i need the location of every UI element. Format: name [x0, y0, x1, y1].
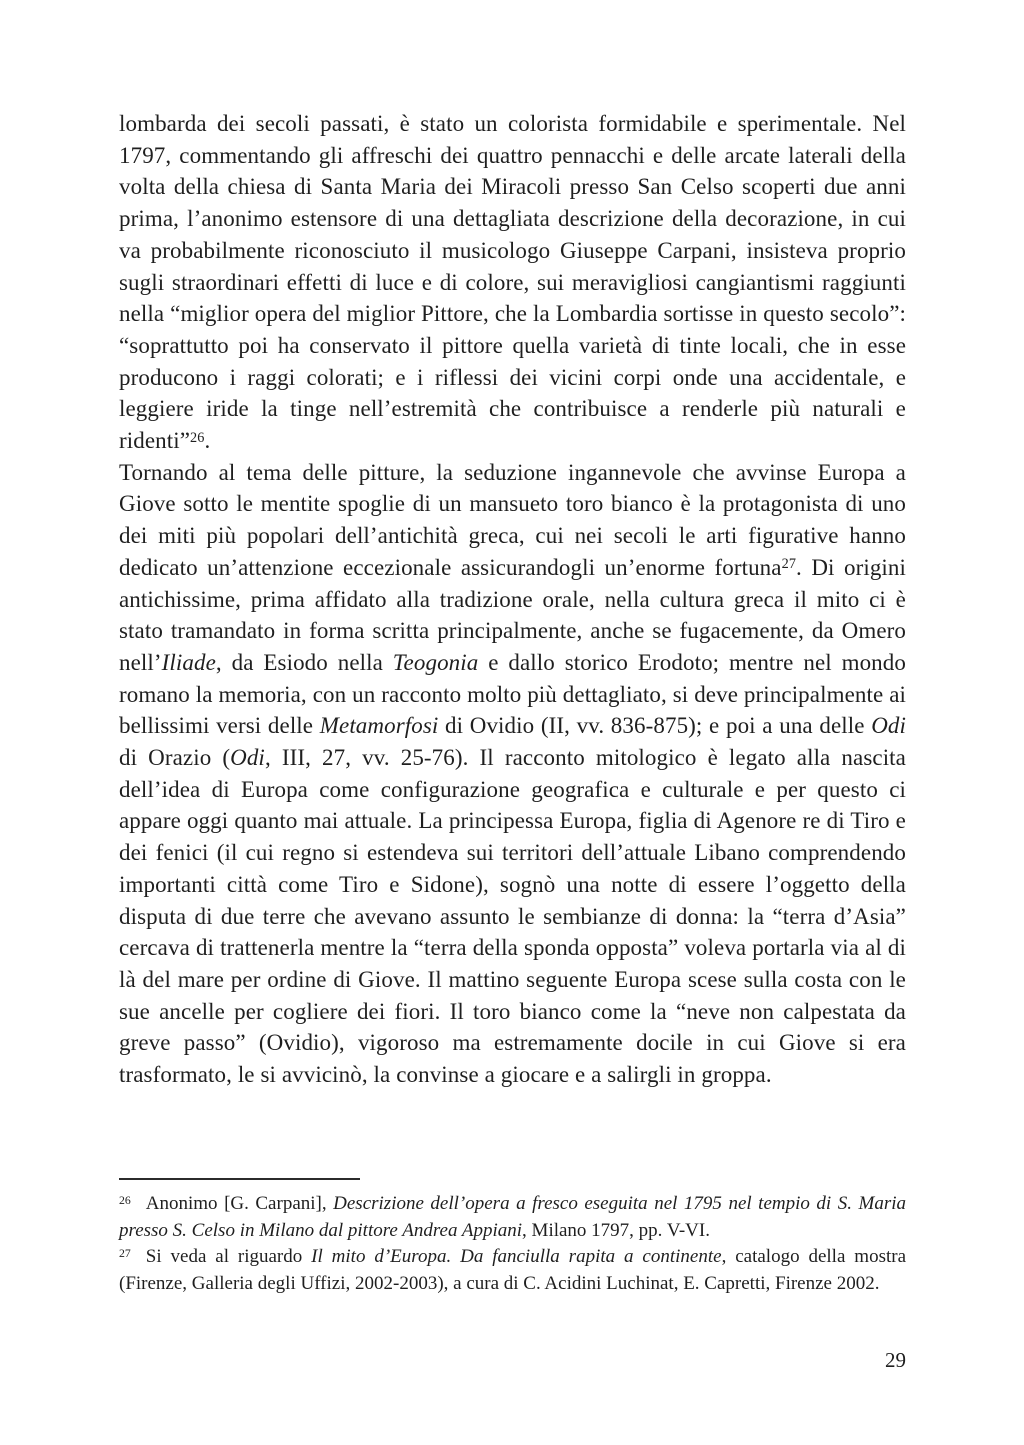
footnote-separator — [119, 1178, 360, 1180]
footnote-27-marker: 27 — [119, 1246, 131, 1260]
footnote-26-marker: 26 — [119, 1193, 131, 1207]
footnote-26-text: Anonimo [G. Carpani], Descrizione dell’opera a fresco eseguita nel 1795 nel tempio di S. Maria presso S. Celso in Milano dal pittore Andrea Appiani, Milano 1797, pp. V-VI. — [119, 1193, 906, 1241]
footnote-26 — [119, 1191, 906, 1244]
footnote-27 — [119, 1244, 906, 1297]
footnote-27-text: Si veda al riguardo Il mito d’Europa. Da fanciulla rapita a continente, catalogo della mostra (Firenze, Galleria degli Uffizi, 2002-2003), a cura di C. Acidini Luchinat, E. Capretti, Firenze 2002. — [119, 1246, 906, 1294]
page-number: 29 — [885, 1348, 906, 1372]
footnotes-section — [119, 1178, 906, 1297]
body-text — [119, 108, 906, 1091]
paragraph-1: lombarda dei secoli passati, è stato un colorista formidabile e sperimentale. Nel 1797, commentando gli affreschi dei quattro pennacchi e delle arcate laterali della volta della chiesa di Santa Maria dei Miracoli presso San Celso scoperti due anni prima, l’anonimo estensore di una dettagliata descrizione della decorazione, in cui va probabilmente riconosciuto il musicologo Giuseppe Carpani, insisteva proprio sugli straordinari effetti di luce e di colore, sui meravigliosi cangiantismi raggiunti nella “miglior opera del miglior Pittore, che la Lombardia sortisse in questo secolo”: “soprattutto poi ha conservato il pittore quella varietà di tinte locali, che in esse producono i raggi colorati; e i riflessi dei vicini corpi onde una accidentale, e leggiere iride la tinge nell’estremità che contribuisce a renderle più naturali e ridenti”$^{26}$. — [119, 111, 906, 454]
paragraph-2: Tornando al tema delle pitture, la seduzione ingannevole che avvinse Europa a Giove sotto le mentite spoglie di un mansueto toro bianco è la protagonista di uno dei miti più popolari dell’antichità greca, cui nei secoli le arti figurative hanno dedicato un’attenzione eccezionale assicurandogli un’enorme fortuna$^{27}$. Di origini antichissime, prima affidato alla tradizione orale, nella cultura greca il mito ci è stato tramandato in forma scritta principalmente, anche se fugacemente, da Omero nell’Iliade, da Esiodo nella Teogonia e dallo storico Erodoto; mentre nel mondo romano la memoria, con un racconto molto più dettagliato, si deve principalmente ai bellissimi versi delle Metamorfosi di Ovidio (II, vv. 836-875); e poi a una delle Odi di Orazio (Odi, III, 27, vv. 25-76). Il racconto mitologico è legato alla nascita dell’idea di Europa come configurazione geografica e culturale e per questo ci appare oggi quanto mai attuale. La principessa Europa, figlia di Agenore re di Tiro e dei fenici (il cui regno si estendeva sui territori dell’attuale Libano comprendendo importanti città come Tiro e Sidone), sognò una notte di essere l’oggetto della disputa di due terre che avevano assunto le sembianze di donna: la “terra d’Asia” cercava di trattenerla mentre la “terra della sponda opposta” voleva portarla via al di là del mare per ordine di Giove. Il mattino seguente Europa scese sulla costa con le sue ancelle per cogliere dei fiori. Il toro bianco come la “neve non calpestata da greve passo” (Ovidio), vigoroso ma estremamente docile in cui Giove si era trasformato, le si avvicinò, la convinse a giocare e a salirgli in groppa. — [119, 459, 906, 1088]
